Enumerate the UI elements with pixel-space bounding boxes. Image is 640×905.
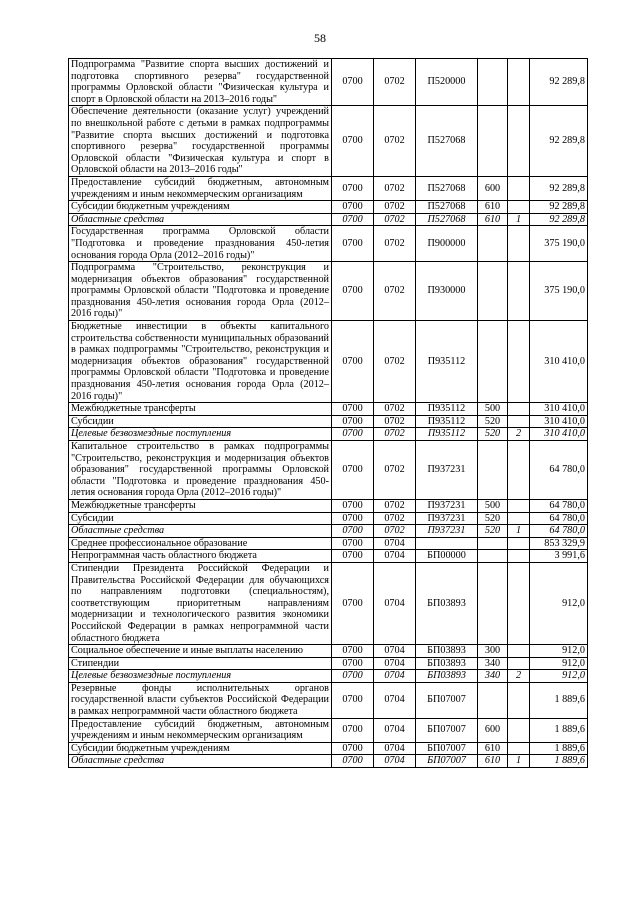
- row-expense-type-code: [478, 262, 508, 321]
- row-funding-source-code: [508, 262, 530, 321]
- row-amount: 92 289,8: [530, 176, 588, 200]
- table-row: [69, 262, 588, 321]
- row-name: Областные средства: [69, 213, 332, 226]
- row-amount: 1 889,6: [530, 682, 588, 718]
- row-name: Целевые безвозмездные поступления: [69, 428, 332, 441]
- row-funding-source-code: [508, 512, 530, 525]
- row-subsection-code: 0704: [374, 550, 416, 563]
- row-name: Межбюджетные трансферты: [69, 499, 332, 512]
- row-subsection-code: 0704: [374, 670, 416, 683]
- row-name: Государственная программа Орловской области "Подготовка и проведение празднования 450-летия основания города Орла (2012–2016 годы)": [69, 226, 332, 262]
- row-subsection-code: 0702: [374, 441, 416, 500]
- row-target-article-code: БП07007: [416, 755, 478, 768]
- row-funding-source-code: [508, 415, 530, 428]
- row-subsection-code: 0702: [374, 512, 416, 525]
- table-row: [69, 512, 588, 525]
- row-amount: 375 190,0: [530, 262, 588, 321]
- row-funding-source-code: [508, 550, 530, 563]
- table-row: [69, 755, 588, 768]
- table-row: [69, 201, 588, 214]
- row-name: Областные средства: [69, 525, 332, 538]
- row-name: Целевые безвозмездные поступления: [69, 670, 332, 683]
- row-section-code: 0700: [332, 176, 374, 200]
- row-amount: 310 410,0: [530, 415, 588, 428]
- row-expense-type-code: 610: [478, 742, 508, 755]
- table-row: [69, 742, 588, 755]
- row-section-code: 0700: [332, 718, 374, 742]
- row-funding-source-code: 2: [508, 428, 530, 441]
- row-name: Стипендии: [69, 657, 332, 670]
- row-funding-source-code: [508, 226, 530, 262]
- row-name: Бюджетные инвестиции в объекты капитального строительства собственности муниципальных образований в рамках подпрограммы "Строительство, реконструкция и модернизация объектов образования" государственной программы Орловской области "Подготовка и проведение празднования 450-летия основания города Орла (2012–2016 годы)": [69, 321, 332, 403]
- row-expense-type-code: 520: [478, 512, 508, 525]
- row-expense-type-code: [478, 537, 508, 550]
- row-funding-source-code: [508, 537, 530, 550]
- table-row: [69, 657, 588, 670]
- row-amount: 92 289,8: [530, 59, 588, 106]
- row-name: Субсидии бюджетным учреждениям: [69, 742, 332, 755]
- row-expense-type-code: 300: [478, 645, 508, 658]
- row-amount: 912,0: [530, 670, 588, 683]
- row-subsection-code: 0702: [374, 403, 416, 416]
- row-funding-source-code: [508, 176, 530, 200]
- row-target-article-code: П937231: [416, 499, 478, 512]
- row-subsection-code: 0704: [374, 682, 416, 718]
- row-name: Резервные фонды исполнительных органов государственной власти субъектов Российской Федерации в рамках непрограммной части областного бюджета: [69, 682, 332, 718]
- row-section-code: 0700: [332, 499, 374, 512]
- table-row: [69, 499, 588, 512]
- row-subsection-code: 0704: [374, 645, 416, 658]
- row-amount: 853 329,9: [530, 537, 588, 550]
- row-expense-type-code: 610: [478, 755, 508, 768]
- row-amount: 64 780,0: [530, 441, 588, 500]
- row-subsection-code: 0704: [374, 562, 416, 644]
- row-subsection-code: 0704: [374, 742, 416, 755]
- row-subsection-code: 0702: [374, 226, 416, 262]
- row-subsection-code: 0702: [374, 499, 416, 512]
- row-target-article-code: П527068: [416, 176, 478, 200]
- row-funding-source-code: [508, 106, 530, 177]
- row-name: Предоставление субсидий бюджетным, автономным учреждениям и иным некоммерческим организациям: [69, 718, 332, 742]
- row-amount: 310 410,0: [530, 403, 588, 416]
- row-name: Подпрограмма "Развитие спорта высших достижений и подготовка спортивного резерва" государственной программы Орловской области "Физическая культура и спорт в Орловской области на 2013–2016 годы": [69, 59, 332, 106]
- row-expense-type-code: 520: [478, 415, 508, 428]
- row-amount: 1 889,6: [530, 718, 588, 742]
- row-expense-type-code: [478, 59, 508, 106]
- row-target-article-code: П900000: [416, 226, 478, 262]
- row-expense-type-code: 340: [478, 670, 508, 683]
- row-amount: 1 889,6: [530, 755, 588, 768]
- row-subsection-code: 0702: [374, 106, 416, 177]
- row-target-article-code: БП00000: [416, 550, 478, 563]
- page-number: 58: [314, 31, 326, 45]
- row-funding-source-code: [508, 321, 530, 403]
- row-funding-source-code: 2: [508, 670, 530, 683]
- row-funding-source-code: [508, 201, 530, 214]
- row-funding-source-code: [508, 682, 530, 718]
- row-section-code: 0700: [332, 755, 374, 768]
- row-name: Среднее профессиональное образование: [69, 537, 332, 550]
- row-section-code: 0700: [332, 106, 374, 177]
- row-expense-type-code: [478, 550, 508, 563]
- row-target-article-code: П527068: [416, 213, 478, 226]
- table-row: [69, 176, 588, 200]
- row-section-code: 0700: [332, 201, 374, 214]
- row-expense-type-code: 520: [478, 428, 508, 441]
- row-funding-source-code: [508, 562, 530, 644]
- row-section-code: 0700: [332, 550, 374, 563]
- row-target-article-code: П935112: [416, 415, 478, 428]
- row-name: Обеспечение деятельности (оказание услуг) учреждений по внешкольной работе с детьми в рамках подпрограммы "Развитие спорта высших достижений и подготовка спортивного резерва" государственной программы Орловской области "Физическая культура и спорт в Орловской области на 2013–2016 годы": [69, 106, 332, 177]
- row-expense-type-code: [478, 441, 508, 500]
- row-amount: 912,0: [530, 645, 588, 658]
- table-row: [69, 415, 588, 428]
- row-section-code: 0700: [332, 441, 374, 500]
- row-name: Субсидии: [69, 415, 332, 428]
- row-target-article-code: БП07007: [416, 718, 478, 742]
- row-expense-type-code: 610: [478, 201, 508, 214]
- row-amount: 64 780,0: [530, 512, 588, 525]
- row-section-code: 0700: [332, 428, 374, 441]
- row-section-code: 0700: [332, 226, 374, 262]
- row-target-article-code: П935112: [416, 428, 478, 441]
- row-subsection-code: 0704: [374, 657, 416, 670]
- row-amount: 92 289,8: [530, 213, 588, 226]
- row-expense-type-code: [478, 682, 508, 718]
- budget-table-body: [69, 59, 588, 768]
- row-target-article-code: БП03893: [416, 670, 478, 683]
- row-subsection-code: 0704: [374, 537, 416, 550]
- row-expense-type-code: 340: [478, 657, 508, 670]
- row-target-article-code: П937231: [416, 441, 478, 500]
- row-amount: 1 889,6: [530, 742, 588, 755]
- row-subsection-code: 0702: [374, 213, 416, 226]
- row-section-code: 0700: [332, 537, 374, 550]
- table-row: [69, 321, 588, 403]
- row-funding-source-code: 1: [508, 525, 530, 538]
- row-target-article-code: П527068: [416, 106, 478, 177]
- row-name: Субсидии: [69, 512, 332, 525]
- row-subsection-code: 0702: [374, 59, 416, 106]
- row-name: Предоставление субсидий бюджетным, автономным учреждениям и иным некоммерческим организациям: [69, 176, 332, 200]
- row-name: Капитальное строительство в рамках подпрограммы "Строительство, реконструкция и модернизация объектов образования" государственной программы Орловской области "Подготовка и проведение празднования 450-летия основания города Орла (2012–2016 годы)": [69, 441, 332, 500]
- table-row: [69, 213, 588, 226]
- row-expense-type-code: 500: [478, 499, 508, 512]
- table-row: [69, 718, 588, 742]
- row-name: Стипендии Президента Российской Федерации и Правительства Российской Федерации для обучающихся по направлениям подготовки (специальностям), соответствующим приоритетным направлениям модернизации и технологического развития экономики Российской Федерации в рамках непрограммной части областного бюджета: [69, 562, 332, 644]
- row-section-code: 0700: [332, 59, 374, 106]
- row-section-code: 0700: [332, 670, 374, 683]
- table-row: [69, 562, 588, 644]
- table-row: [69, 682, 588, 718]
- row-section-code: 0700: [332, 262, 374, 321]
- row-funding-source-code: [508, 742, 530, 755]
- row-name: Субсидии бюджетным учреждениям: [69, 201, 332, 214]
- row-subsection-code: 0702: [374, 262, 416, 321]
- row-section-code: 0700: [332, 403, 374, 416]
- table-row: [69, 428, 588, 441]
- table-row: [69, 525, 588, 538]
- row-expense-type-code: 520: [478, 525, 508, 538]
- row-subsection-code: 0702: [374, 176, 416, 200]
- row-target-article-code: П935112: [416, 321, 478, 403]
- row-section-code: 0700: [332, 512, 374, 525]
- row-expense-type-code: [478, 562, 508, 644]
- table-row: [69, 645, 588, 658]
- row-subsection-code: 0702: [374, 201, 416, 214]
- row-funding-source-code: [508, 59, 530, 106]
- row-name: Социальное обеспечение и иные выплаты населению: [69, 645, 332, 658]
- row-target-article-code: П937231: [416, 525, 478, 538]
- row-funding-source-code: 1: [508, 755, 530, 768]
- row-amount: 64 780,0: [530, 499, 588, 512]
- row-amount: 310 410,0: [530, 321, 588, 403]
- row-funding-source-code: 1: [508, 213, 530, 226]
- row-name: Подпрограмма "Строительство, реконструкция и модернизация объектов образования" государственной программы Орловской области "Подготовка и проведение празднования 450-летия основания города Орла (2012–2016 годы)": [69, 262, 332, 321]
- row-funding-source-code: [508, 499, 530, 512]
- row-amount: 912,0: [530, 562, 588, 644]
- row-target-article-code: БП07007: [416, 682, 478, 718]
- row-section-code: 0700: [332, 742, 374, 755]
- row-expense-type-code: [478, 321, 508, 403]
- row-expense-type-code: 600: [478, 176, 508, 200]
- row-target-article-code: П520000: [416, 59, 478, 106]
- row-subsection-code: 0704: [374, 755, 416, 768]
- row-amount: 92 289,8: [530, 106, 588, 177]
- budget-table: [68, 58, 588, 768]
- row-expense-type-code: [478, 106, 508, 177]
- row-target-article-code: БП03893: [416, 657, 478, 670]
- row-section-code: 0700: [332, 562, 374, 644]
- row-target-article-code: П930000: [416, 262, 478, 321]
- row-funding-source-code: [508, 441, 530, 500]
- row-amount: 912,0: [530, 657, 588, 670]
- row-section-code: 0700: [332, 213, 374, 226]
- row-target-article-code: П937231: [416, 512, 478, 525]
- table-row: [69, 441, 588, 500]
- row-section-code: 0700: [332, 415, 374, 428]
- row-funding-source-code: [508, 645, 530, 658]
- row-target-article-code: БП03893: [416, 562, 478, 644]
- row-subsection-code: 0704: [374, 718, 416, 742]
- row-target-article-code: П527068: [416, 201, 478, 214]
- row-section-code: 0700: [332, 321, 374, 403]
- table-row: [69, 550, 588, 563]
- row-amount: 64 780,0: [530, 525, 588, 538]
- row-subsection-code: 0702: [374, 321, 416, 403]
- row-target-article-code: БП03893: [416, 645, 478, 658]
- row-name: Областные средства: [69, 755, 332, 768]
- row-expense-type-code: 500: [478, 403, 508, 416]
- table-row: [69, 670, 588, 683]
- row-target-article-code: П935112: [416, 403, 478, 416]
- row-section-code: 0700: [332, 657, 374, 670]
- row-name: Непрограммная часть областного бюджета: [69, 550, 332, 563]
- row-amount: 3 991,6: [530, 550, 588, 563]
- row-expense-type-code: [478, 226, 508, 262]
- row-amount: 375 190,0: [530, 226, 588, 262]
- row-subsection-code: 0702: [374, 415, 416, 428]
- row-expense-type-code: 600: [478, 718, 508, 742]
- row-funding-source-code: [508, 718, 530, 742]
- table-row: [69, 59, 588, 106]
- row-subsection-code: 0702: [374, 525, 416, 538]
- table-row: [69, 537, 588, 550]
- row-name: Межбюджетные трансферты: [69, 403, 332, 416]
- row-section-code: 0700: [332, 525, 374, 538]
- table-row: [69, 106, 588, 177]
- row-section-code: 0700: [332, 645, 374, 658]
- row-section-code: 0700: [332, 682, 374, 718]
- row-target-article-code: [416, 537, 478, 550]
- table-row: [69, 226, 588, 262]
- row-funding-source-code: [508, 657, 530, 670]
- row-subsection-code: 0702: [374, 428, 416, 441]
- row-funding-source-code: [508, 403, 530, 416]
- table-row: [69, 403, 588, 416]
- row-expense-type-code: 610: [478, 213, 508, 226]
- row-amount: 310 410,0: [530, 428, 588, 441]
- row-target-article-code: БП07007: [416, 742, 478, 755]
- row-amount: 92 289,8: [530, 201, 588, 214]
